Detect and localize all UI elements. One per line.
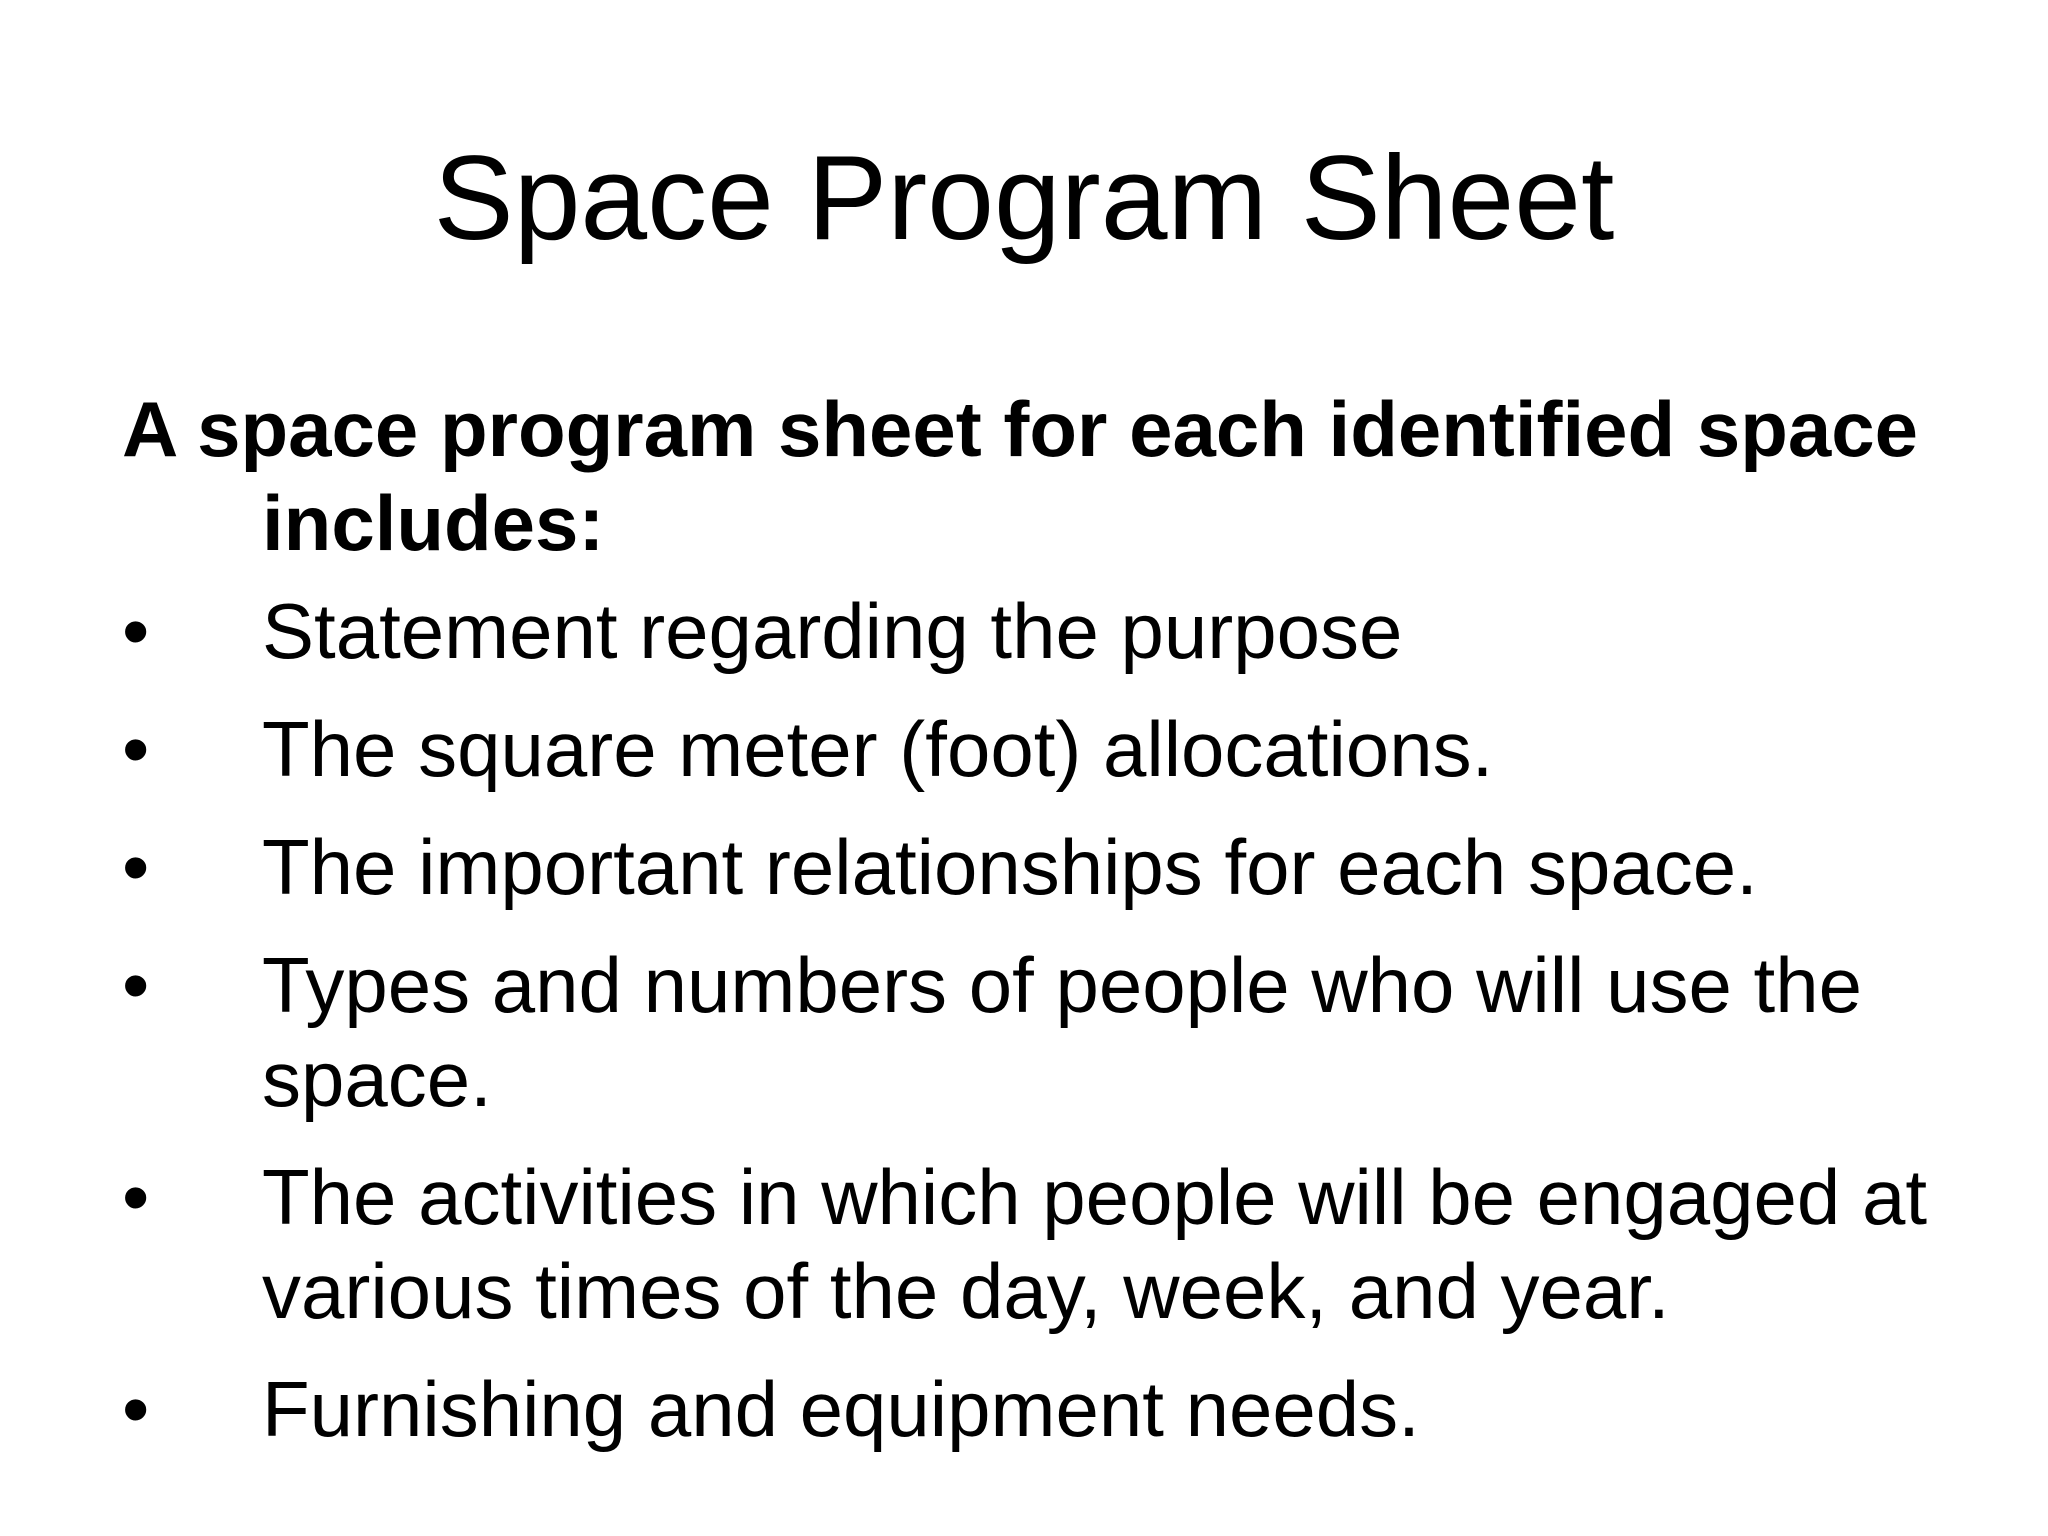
- list-item: [122, 702, 1972, 796]
- list-item: [122, 1362, 1972, 1456]
- list-item-text: The square meter (foot) allocations.: [262, 705, 1494, 793]
- intro-text: A space program sheet for each identified space includes:: [122, 385, 1919, 567]
- list-item: [122, 1150, 1972, 1338]
- list-item-text: Statement regarding the purpose: [262, 587, 1403, 675]
- bullet-icon: •: [122, 941, 150, 1029]
- bullet-icon: •: [122, 823, 150, 911]
- bullet-icon: •: [122, 1153, 150, 1241]
- list-item-text: The activities in which people will be engaged at various times of the day, week, and year.: [262, 1153, 1928, 1335]
- list-item: [122, 938, 1972, 1126]
- slide-content: [122, 382, 1972, 1480]
- bullet-list: [122, 584, 1972, 1456]
- list-item: [122, 584, 1972, 678]
- list-item-text: Types and numbers of people who will use the space.: [262, 941, 1862, 1123]
- list-item: [122, 820, 1972, 914]
- bullet-icon: •: [122, 1365, 150, 1453]
- bullet-icon: •: [122, 705, 150, 793]
- slide-title: Space Program Sheet: [433, 131, 1615, 265]
- list-item-text: The important relationships for each space.: [262, 823, 1758, 911]
- bullet-icon: •: [122, 587, 150, 675]
- list-item-text: Furnishing and equipment needs.: [262, 1365, 1420, 1453]
